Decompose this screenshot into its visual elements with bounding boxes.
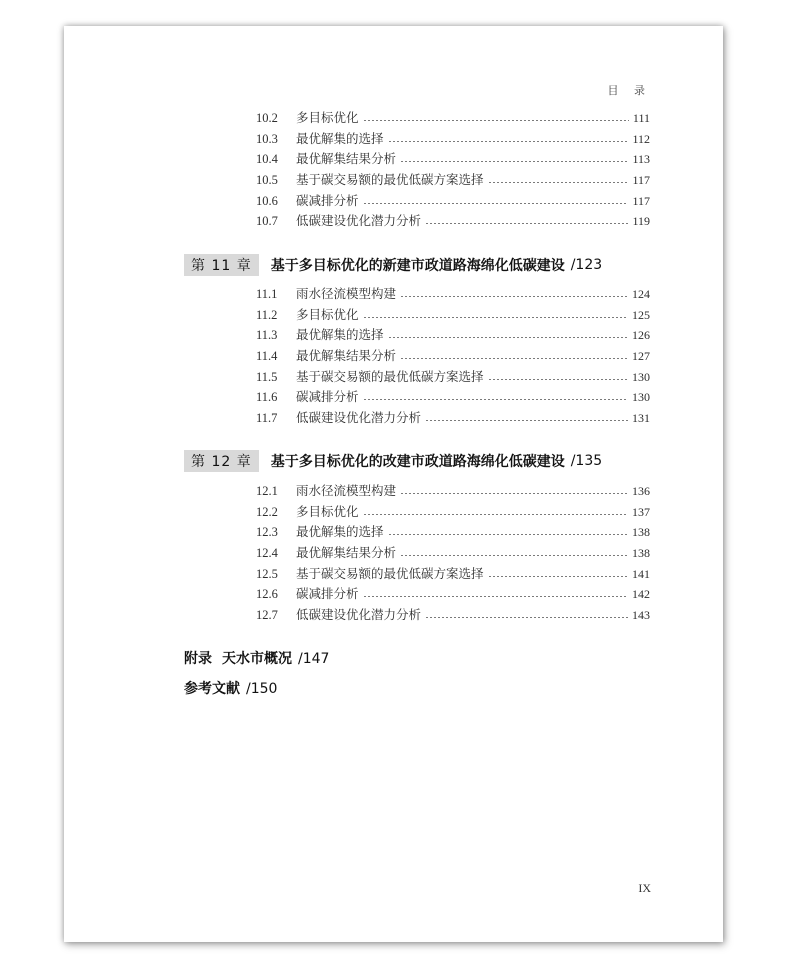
page-number: 143 — [632, 608, 650, 623]
page-folio: IX — [638, 881, 651, 895]
references-page: /150 — [246, 681, 278, 697]
chapter-badge: 第 12 章 — [184, 450, 259, 472]
dot-leader — [388, 337, 628, 338]
toc-entry[interactable] — [256, 408, 650, 429]
section-title: 多目标优化 — [296, 110, 359, 125]
page-number: 119 — [632, 214, 650, 229]
section-number: 11.6 — [256, 390, 278, 405]
section-title: 雨水径流模型构建 — [296, 483, 397, 498]
references-entry[interactable] — [184, 678, 277, 698]
section-title: 基于碳交易额的最优低碳方案选择 — [296, 565, 484, 581]
section-title: 最优解集的选择 — [296, 327, 384, 343]
section-number: 11.2 — [256, 307, 278, 322]
section-title: 最优解集结果分析 — [296, 545, 397, 561]
chapter-title: 基于多目标优化的新建市政道路海绵化低碳建设 — [270, 258, 565, 274]
section-number: 10.6 — [256, 193, 278, 208]
dot-leader — [388, 141, 629, 142]
dot-leader — [388, 534, 628, 535]
section-title: 雨水径流模型构建 — [296, 286, 397, 301]
chapter-title: 基于多目标优化的改建市政道路海绵化低碳建设 — [270, 454, 565, 470]
page-number: 138 — [632, 525, 650, 540]
section-number: 11.4 — [256, 349, 278, 364]
chapter-badge: 第 11 章 — [184, 254, 259, 276]
section-list-chapter-10 — [256, 108, 650, 232]
page-number: 130 — [632, 390, 650, 405]
dot-leader — [363, 399, 628, 400]
section-number: 12.2 — [256, 504, 278, 519]
appendix-title: 天水市概况 — [222, 651, 292, 667]
section-list-chapter-11 — [256, 284, 650, 429]
dot-leader — [488, 379, 628, 380]
dot-leader — [400, 358, 628, 359]
section-title: 最优解集的选择 — [296, 524, 384, 540]
toc-entry[interactable] — [256, 170, 650, 191]
dot-leader — [400, 296, 628, 297]
page-number: 127 — [632, 349, 650, 364]
toc-entry[interactable] — [256, 605, 650, 626]
page-number: 113 — [632, 152, 650, 167]
dot-leader — [488, 576, 628, 577]
dot-leader — [363, 596, 628, 597]
toc-entry[interactable] — [256, 543, 650, 564]
appendix-page: /147 — [298, 651, 330, 667]
section-number: 12.4 — [256, 546, 278, 561]
page-number: 142 — [632, 587, 650, 602]
section-title: 碳减排分析 — [296, 586, 359, 602]
section-title: 最优解集结果分析 — [296, 348, 397, 364]
dot-leader — [363, 514, 628, 515]
toc-entry[interactable] — [256, 149, 650, 170]
toc-entry[interactable] — [256, 284, 650, 305]
running-head: 目 录 — [607, 84, 651, 97]
toc-entry[interactable] — [256, 564, 650, 585]
section-number: 10.4 — [256, 152, 278, 167]
section-number: 10.3 — [256, 131, 278, 146]
section-number: 11.7 — [256, 411, 278, 426]
dot-leader — [363, 120, 629, 121]
appendix-entry[interactable] — [184, 648, 329, 668]
toc-entry[interactable] — [256, 584, 650, 605]
document-page — [64, 26, 723, 942]
dot-leader — [363, 317, 628, 318]
section-number: 11.1 — [256, 287, 278, 301]
toc-entry[interactable] — [256, 129, 650, 150]
toc-entry[interactable] — [256, 325, 650, 346]
section-title: 最优解集的选择 — [296, 130, 384, 146]
page-number: 112 — [632, 131, 650, 146]
dot-leader — [400, 555, 628, 556]
page-number: 138 — [632, 546, 650, 561]
toc-entry[interactable] — [256, 211, 650, 232]
toc-entry[interactable] — [256, 387, 650, 408]
chapter-page: /123 — [570, 257, 603, 273]
dot-leader — [488, 182, 629, 183]
section-number: 10.7 — [256, 214, 278, 229]
toc-entry[interactable] — [256, 481, 650, 502]
references-title: 参考文献 — [184, 681, 240, 697]
page-number: 137 — [632, 504, 650, 519]
dot-leader — [425, 223, 628, 224]
dot-leader — [425, 617, 628, 618]
section-number: 12.1 — [256, 484, 278, 498]
chapter-12-heading[interactable] — [184, 450, 602, 472]
section-title: 多目标优化 — [296, 503, 359, 519]
chapter-11-heading[interactable] — [184, 254, 602, 276]
section-number: 12.6 — [256, 587, 278, 602]
section-title: 多目标优化 — [296, 306, 359, 322]
section-number: 12.7 — [256, 608, 278, 623]
section-number: 10.2 — [256, 111, 278, 125]
appendix-label: 附录 — [184, 651, 212, 667]
chapter-page: /135 — [570, 453, 603, 469]
section-title: 碳减排分析 — [296, 389, 359, 405]
section-number: 11.3 — [256, 328, 278, 343]
toc-entry[interactable] — [256, 191, 650, 212]
section-title: 低碳建设优化潜力分析 — [296, 213, 422, 229]
page-number: 125 — [632, 307, 650, 322]
section-number: 10.5 — [256, 173, 278, 188]
dot-leader — [425, 420, 628, 421]
section-title: 碳减排分析 — [296, 192, 359, 208]
page-number: 117 — [632, 193, 650, 208]
section-title: 最优解集结果分析 — [296, 151, 397, 167]
page-number: 111 — [632, 111, 650, 125]
dot-leader — [400, 493, 628, 494]
toc-entry[interactable] — [256, 346, 650, 367]
section-title: 低碳建设优化潜力分析 — [296, 607, 422, 623]
page-number: 131 — [632, 411, 650, 426]
section-title: 低碳建设优化潜力分析 — [296, 410, 422, 426]
section-title: 基于碳交易额的最优低碳方案选择 — [296, 368, 484, 384]
section-number: 12.3 — [256, 525, 278, 540]
page-number: 126 — [632, 328, 650, 343]
page-number: 136 — [632, 484, 650, 498]
toc-entry[interactable] — [256, 367, 650, 388]
section-number: 11.5 — [256, 369, 278, 384]
dot-leader — [400, 161, 628, 162]
page-number: 130 — [632, 369, 650, 384]
toc-entry[interactable] — [256, 108, 650, 129]
toc-entry[interactable] — [256, 522, 650, 543]
toc-entry[interactable] — [256, 305, 650, 326]
section-number: 12.5 — [256, 566, 278, 581]
section-title: 基于碳交易额的最优低碳方案选择 — [296, 172, 484, 188]
section-list-chapter-12 — [256, 481, 650, 626]
toc-entry[interactable] — [256, 502, 650, 523]
page-number: 117 — [632, 173, 650, 188]
page-number: 141 — [632, 566, 650, 581]
dot-leader — [363, 203, 629, 204]
page-number: 124 — [632, 287, 650, 301]
